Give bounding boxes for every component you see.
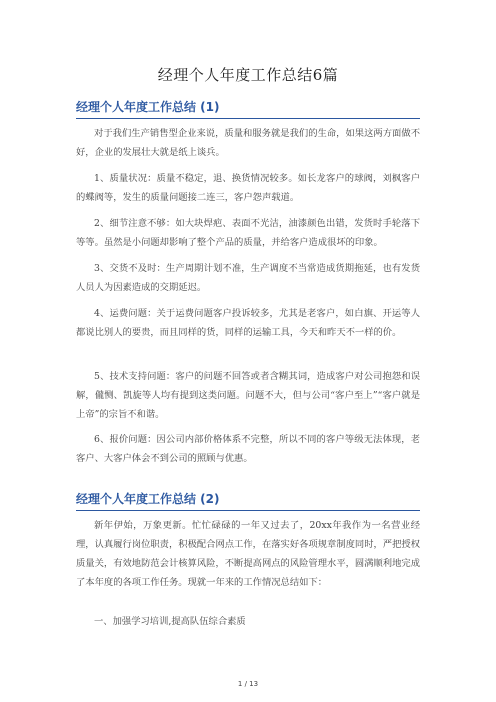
- paragraph: 一、加强学习培训,提高队伍综合素质: [94, 616, 246, 627]
- paragraph: 2、细节注意不够：如大块焊疤、表面不光洁，油漆颜色出错，发货时手轮落下等等。虽然是小问题却影响了整个产品的质量，并给客户造成很坏的印象。: [76, 218, 420, 248]
- paragraph: 3、交货不及时：生产周期计划不准，生产调度不当常造成货期拖延，也有发货人员人为因素造成的交期延迟。: [76, 263, 420, 293]
- paragraph: 对于我们生产销售型企业来说，质量和服务就是我们的生命，如果这两方面做不好，企业的发展壮大就是纸上谈兵。: [76, 128, 420, 158]
- paragraph: 1、质量状况：质量不稳定，退、换货情况较多。如长龙客户的球阀，刘枫客户的蝶阀等，发生的质量问题接二连三，客户怨声载道。: [76, 173, 420, 203]
- paragraph: 4、运费问题：关于运费问题客户投诉较多，尤其是老客户，如白旗、开运等人都说比别人的要贵，而且同样的货，同样的运输工具，今天和昨天不一样的价。: [76, 308, 420, 338]
- paragraph: 新年伊始，万象更新。忙忙碌碌的一年又过去了，20xx年我作为一名营业经理，认真履行岗位职责，积极配合网点工作，在落实好各项规章制度同时，严把授权质量关，有效地防范会计核算风险，不断提高网点的风险管理水平，圆满顺利地完成了本年度的各项工作任务。现就一年来的工作情况总结如下：: [76, 520, 420, 588]
- paragraph: 5、技术支持问题：客户的问题不回答或者含糊其词，造成客户对公司抱怨和误解，儱恻、凯旋等人均有提到这类问题。问题不大，但与公司“客户至上”“客户就是上帝”的宗旨不和谐。: [76, 371, 420, 420]
- page-number: 1 / 13: [237, 680, 259, 688]
- section-heading-2: 经理个人年度工作总结 (2): [76, 490, 420, 511]
- paragraph: 6、报价问题：因公司内部价格体系不完整，所以不同的客户等级无法体现，老客户、大客户体会不到公司的照顾与优惠。: [76, 434, 420, 464]
- page-title: 经理个人年度工作总结6篇: [157, 66, 339, 84]
- section-heading-1: 经理个人年度工作总结 (1): [76, 98, 420, 119]
